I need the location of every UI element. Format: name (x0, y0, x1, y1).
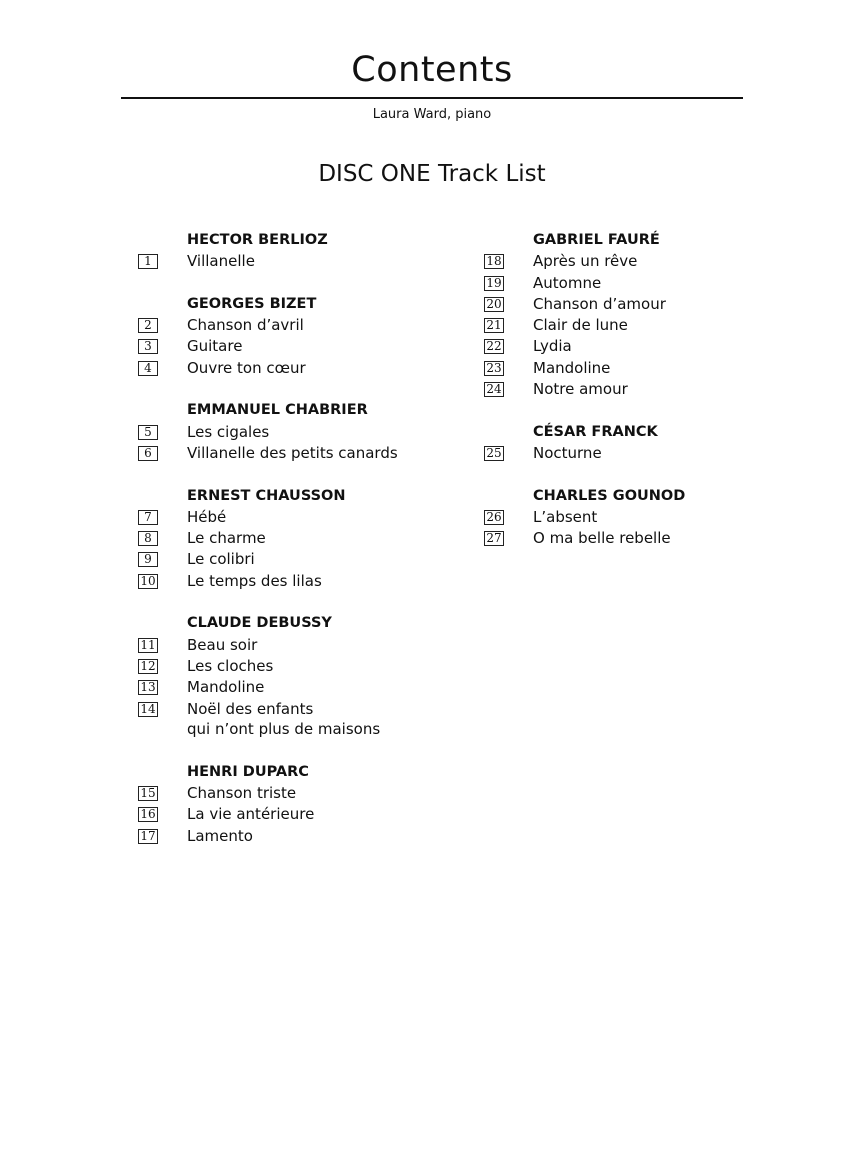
track-number-box: 27 (484, 531, 504, 546)
track-number-box: 3 (138, 339, 158, 354)
track-number-box: 23 (484, 361, 504, 376)
track-title-line: Notre amour (533, 380, 628, 399)
track-title (187, 443, 398, 464)
track-row (138, 783, 398, 804)
track-title-line: Lamento (187, 826, 253, 845)
track-title (187, 571, 322, 592)
composer-name: ERNEST CHAUSSON (187, 487, 346, 504)
track-number-box: 7 (138, 510, 158, 525)
composer-name: EMMANUEL CHABRIER (187, 402, 368, 419)
composer-name: CÉSAR FRANCK (533, 423, 658, 440)
track-title-line: Hébé (187, 507, 227, 526)
track-number-box: 8 (138, 531, 158, 546)
track-title-line: Ouvre ton cœur (187, 358, 306, 377)
track-row (484, 251, 685, 272)
track-row (484, 379, 685, 400)
composer-group (138, 613, 398, 738)
track-title-line: Clair de lune (533, 316, 628, 335)
composer-name: HENRI DUPARC (187, 763, 309, 780)
track-number-box: 10 (138, 574, 158, 589)
track-number-box: 15 (138, 786, 158, 801)
track-title (533, 507, 597, 528)
track-title-line: Lydia (533, 337, 572, 356)
track-number-box: 19 (484, 276, 504, 291)
track-row (138, 635, 398, 656)
track-number-box: 9 (138, 552, 158, 567)
track-title (187, 783, 296, 804)
track-title-line: qui n’ont plus de maisons (187, 719, 381, 738)
track-title-line: Les cigales (187, 422, 270, 441)
track-row (138, 251, 398, 272)
track-title-line: La vie antérieure (187, 805, 315, 824)
track-title-line: L’absent (533, 507, 598, 526)
track-title-line: O ma belle rebelle (533, 529, 671, 548)
track-title (533, 379, 628, 400)
page-title: Contents (351, 50, 513, 90)
track-title-line: Après un rêve (533, 252, 638, 271)
track-number-box: 4 (138, 361, 158, 376)
track-number-box: 12 (138, 659, 158, 674)
track-title-line: Le temps des lilas (187, 571, 322, 590)
track-row (138, 443, 398, 464)
track-title-line: Le colibri (187, 550, 255, 569)
track-title (187, 528, 266, 549)
composer-group (484, 486, 685, 550)
track-title (533, 528, 671, 549)
track-title (533, 358, 610, 379)
track-row (138, 549, 398, 570)
track-row (138, 677, 398, 698)
track-title (187, 677, 264, 698)
track-title (187, 549, 255, 570)
track-list-heading: DISC ONE Track List (318, 161, 546, 187)
track-title-line: Beau soir (187, 635, 258, 654)
track-number-box: 14 (138, 702, 158, 717)
track-title (187, 358, 306, 379)
track-number-box: 5 (138, 425, 158, 440)
track-title-line: Mandoline (187, 678, 265, 697)
track-number-box: 2 (138, 318, 158, 333)
track-row (484, 315, 685, 336)
track-title-line: Le charme (187, 529, 266, 548)
composer-name: CLAUDE DEBUSSY (187, 615, 332, 632)
composer-group (138, 486, 398, 592)
track-title (533, 273, 601, 294)
performer-credit: Laura Ward, piano (372, 107, 492, 122)
composer-group (138, 294, 398, 379)
track-title (187, 315, 304, 336)
track-title-line: Nocturne (533, 443, 602, 462)
track-title (187, 336, 242, 357)
track-title-line: Guitare (187, 337, 243, 356)
track-row (138, 507, 398, 528)
track-title-line: Villanelle des petits canards (187, 443, 398, 462)
track-number-box: 22 (484, 339, 504, 354)
track-row (138, 656, 398, 677)
track-title-line: Chanson d’avril (187, 316, 304, 335)
track-title-line: Villanelle (187, 252, 255, 271)
track-title (187, 251, 255, 272)
track-row (484, 294, 685, 315)
track-row (484, 507, 685, 528)
track-number-box: 24 (484, 382, 504, 397)
track-row (484, 336, 685, 357)
track-title (533, 294, 666, 315)
track-row (138, 336, 398, 357)
track-title (533, 443, 602, 464)
track-row (138, 358, 398, 379)
track-number-box: 25 (484, 446, 504, 461)
track-row (484, 273, 685, 294)
track-row (138, 804, 398, 825)
composer-group (138, 762, 398, 847)
track-number-box: 11 (138, 638, 158, 653)
composer-name: GABRIEL FAURÉ (533, 232, 660, 248)
track-title (187, 804, 314, 825)
track-number-box: 18 (484, 254, 504, 269)
track-title (187, 507, 226, 528)
track-list-left-column (138, 230, 398, 847)
track-number-box: 17 (138, 829, 158, 844)
track-title (187, 635, 257, 656)
track-title-line: Les cloches (187, 656, 274, 675)
track-number-box: 21 (484, 318, 504, 333)
composer-group (484, 422, 685, 465)
track-title (187, 422, 269, 443)
composer-name: CHARLES GOUNOD (533, 487, 686, 504)
track-row (138, 571, 398, 592)
track-row (484, 358, 685, 379)
composer-group (138, 400, 398, 464)
composer-name: GEORGES BIZET (187, 295, 317, 312)
track-number-box: 26 (484, 510, 504, 525)
track-number-box: 20 (484, 297, 504, 312)
track-number-box: 13 (138, 680, 158, 695)
track-title-line: Chanson d’amour (533, 294, 666, 313)
track-title-line: Chanson triste (187, 784, 297, 803)
track-row (484, 528, 685, 549)
track-row (138, 315, 398, 336)
track-title-line: Mandoline (533, 358, 611, 377)
track-list-right-column (484, 230, 685, 549)
title-divider (121, 97, 743, 99)
track-row (138, 422, 398, 443)
track-row (138, 699, 398, 739)
track-row (138, 528, 398, 549)
track-title (533, 251, 637, 272)
track-title (187, 699, 380, 739)
track-row (484, 443, 685, 464)
track-title-line: Automne (533, 273, 602, 292)
track-title (533, 315, 628, 336)
composer-group (484, 230, 685, 400)
track-title (187, 656, 273, 677)
track-number-box: 16 (138, 807, 158, 822)
composer-group (138, 230, 398, 273)
track-title (187, 826, 253, 847)
composer-name: HECTOR BERLIOZ (187, 232, 328, 248)
track-title (533, 336, 572, 357)
track-number-box: 1 (138, 254, 158, 269)
track-title-line: Noël des enfants (187, 699, 314, 718)
track-number-box: 6 (138, 446, 158, 461)
track-row (138, 826, 398, 847)
